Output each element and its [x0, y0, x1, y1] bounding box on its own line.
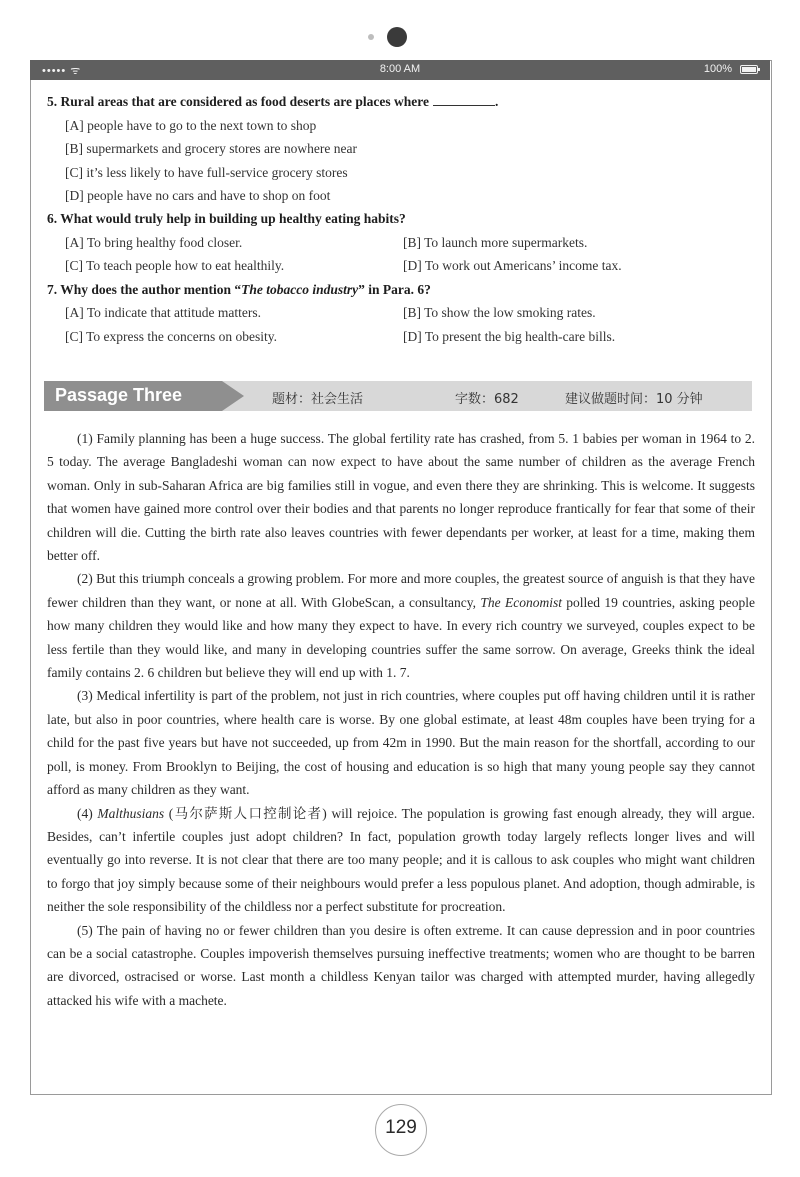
question-5-end: .: [494, 94, 499, 109]
q6-option-c[interactable]: [C] To teach people how to eat healthily.: [65, 258, 285, 273]
q5-option-c[interactable]: [C] it’s less likely to have full-service grocery stores: [65, 165, 348, 180]
passage-suggested-time: 建议做题时间：10 分钟: [565, 392, 703, 407]
signal-wifi-icon: ••••• ᯤ: [42, 65, 82, 77]
page-number: 129: [385, 1117, 417, 1138]
q7-option-b[interactable]: [B] To show the low smoking rates.: [403, 305, 596, 320]
question-5-title: [47, 94, 498, 110]
paragraph-5: (5) The pain of having no or fewer children than you desire is often extreme. It can cause depression and in poor countries can be a social catastrophe. Couples impoverish themselves pursuing ineffective treatments; women who are thought to be barren are divorced, ostracised or worse. Last month a childless Kenyan tailor was charged with attempted murder, having allegedly attacked his wife with a machete.: [47, 922, 755, 1008]
battery-icon: [740, 65, 758, 74]
battery-percent: 100%: [703, 63, 732, 75]
question-7-text-end: ” in Para. 6?: [358, 282, 431, 297]
paragraph-4-number: (4): [77, 805, 98, 821]
question-7-quoted-term: The tobacco industry: [241, 282, 359, 297]
paragraph-1: (1) Family planning has been a huge success. The global fertility rate has crashed, from 5. 1 babies per woman in 1964 to 2. 5 today. The average Bangladeshi woman can now expect to have about the same number of children as the average French woman. Only in sub-Saharan Africa are big families still in vogue, and even there they are shrinking. This is welcome. It suggests that women have gained more control over their bodies and that parents no longer reproduce frantically for fear that some of their children will die. Cutting the birth rate also leaves countries with fewer dependants per worker, at least for a time, making them better off.: [47, 431, 755, 564]
q5-option-b[interactable]: [B] supermarkets and grocery stores are nowhere near: [65, 141, 357, 156]
q7-option-c[interactable]: [C] To express the concerns on obesity.: [65, 329, 278, 344]
q5-option-d[interactable]: [D] people have no cars and have to shop on foot: [65, 188, 331, 203]
status-time: 8:00 AM: [379, 63, 421, 75]
paragraph-4: [47, 802, 755, 919]
paragraph-3: (3) Medical infertility is part of the problem, not just in rich countries, where couples put off having children until it is rather late, but also in poor countries, where health care is worse. By one global estimate, at least 48m couples have been trying for a child for the past five years but have not succeeded, up from 42m in 1990. But the main reason for the shortfall, according to our poll, is money. From Brooklyn to Beijing, the cost of housing and education is so high that many young people say they cannot afford as many children as they want.: [47, 688, 755, 798]
passage-topic: 题材：社会生活: [272, 392, 364, 407]
paragraph-4-end: (马尔萨斯人口控制论者) will rejoice. The population is growing fast enough already, they will argue. Besides, can’t infertile couples just adopt children? In fact, population growth today largely reflects longer lives and will eventually go into reverse. It is not clear that there are too many people; and it is callous to ask couples who might want children to forgo that joy simply because some of their neighbours would prefer a less populous planet. And adoption, though admirable, is neither the sole responsibility of the childless nor a perfect substitute for procreation.: [47, 805, 755, 915]
passage-word-count: 字数：682: [455, 392, 519, 407]
passage-title: Passage Three: [55, 385, 183, 405]
question-7-text-start: 7. Why does the author mention “: [47, 282, 242, 297]
q6-option-a[interactable]: [A] To bring healthy food closer.: [65, 235, 243, 250]
q7-option-a[interactable]: [A] To indicate that attitude matters.: [65, 305, 261, 320]
publication-name: The Economist: [480, 594, 562, 610]
q6-option-d[interactable]: [D] To work out Americans’ income tax.: [403, 258, 622, 273]
camera-lens-icon: [387, 27, 407, 47]
answer-blank: [433, 95, 495, 106]
q7-option-d[interactable]: [D] To present the big health-care bills.: [403, 329, 616, 344]
paragraph-2-start: (2) But this triumph conceals a growing problem. For more and more couples, the greatest source of anguish is that they have fewer children than they want, or none at all. With GlobeScan, a consultancy,: [47, 571, 755, 610]
question-7-title: [47, 282, 431, 298]
question-5-text: 5. Rural areas that are considered as food deserts are places where: [47, 94, 429, 109]
paragraph-2-end: polled 19 countries, asking people how many children they would like and how many they expect to have. In every rich country we surveyed, couples expect to be less fertile than they would like, and many in developing countries suffer the same sorrow. On average, Greeks think the ideal family contains 2. 6 children but believe they will end up with 1. 7.: [47, 594, 756, 681]
passage-body: [47, 427, 755, 1012]
q5-option-a[interactable]: [A] people have to go to the next town to shop: [65, 118, 317, 133]
paragraph-2: [47, 567, 755, 684]
q6-option-b[interactable]: [B] To launch more supermarkets.: [403, 235, 588, 250]
malthusians-term: Malthusians: [97, 805, 165, 821]
status-bar: [30, 60, 770, 80]
camera-sensor-icon: [368, 34, 374, 40]
question-6-title: 6. What would truly help in building up healthy eating habits?: [47, 211, 406, 226]
